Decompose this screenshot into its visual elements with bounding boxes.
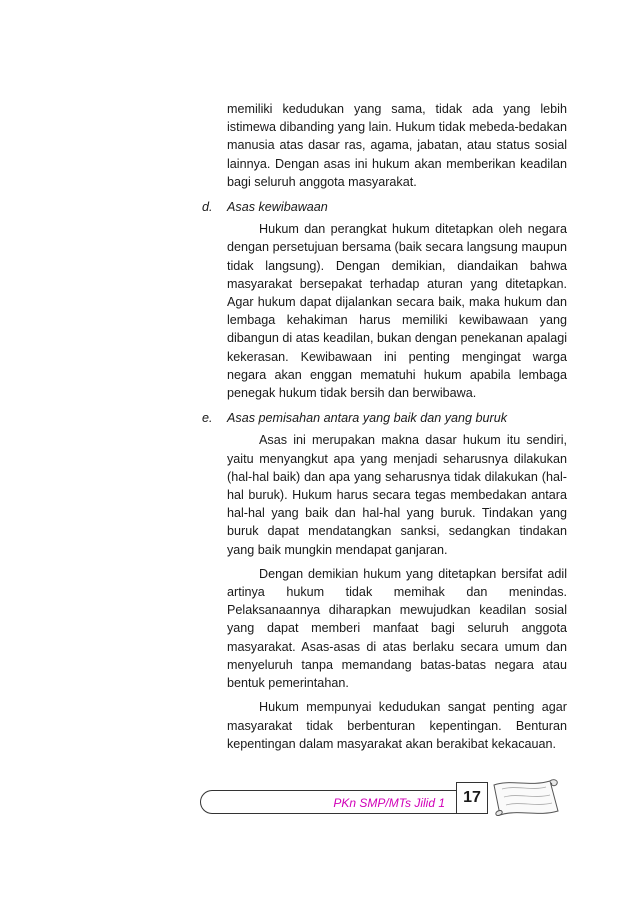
footer-book-title: PKn SMP/MTs Jilid 1 [333,796,445,810]
page-content [202,100,567,753]
section-d-title: Asas kewibawaan [227,200,328,215]
section-e-paragraph-3: Hukum mempunyai kedudukan sangat penting agar masyarakat tidak berbenturan kepentingan. Benturan kepentingan dalam masyarakat akan berakibat kekacauan. [227,700,567,751]
page-number: 17 [456,782,488,814]
section-d-letter: d. [202,200,213,215]
section-e-title: Asas pemisahan antara yang baik dan yang buruk [227,411,508,426]
section-e-paragraph-1: Asas ini merupakan makna dasar hukum itu sendiri, yaitu menyangkut apa yang menjadi seharusnya dilakukan (hal-hal baik) dan apa yang seharusnya tidak dilakukan (hal-hal buruk). Hukum harus secara tegas membedakan antara hal-hal yang baik dan hal-hal yang buruk. Tindakan yang buruk dapat mendatangkan sanksi, sedangkan tindakan yang baik mungkin mendapat ganjaran. [227,433,567,557]
section-e-letter: e. [202,411,213,426]
section-d-heading [202,198,567,216]
scroll-paper-icon [488,775,568,825]
section-e-paragraph-2: Dengan demikian hukum yang ditetapkan bersifat adil artinya hukum tidak memihak dan menindas. Pelaksanaannya diharapkan mewujudkan keadilan sosial yang dapat memberi manfaat bagi seluruh anggota masyarakat. Asas-asas di atas berlaku secara umum dan menyeluruh tanpa memandang batas-batas negara atau bentuk pemerintahan. [227,566,567,691]
section-d-paragraph: Hukum dan perangkat hukum ditetapkan oleh negara dengan persetujuan bersama (baik secara langsung maupun tidak langsung). Dengan demikian, diandaikan bahwa masyarakat bersepakat terhadap aturan yang ditetapkan. Agar hukum dapat dijalankan secara baik, maka hukum dan lembaga kehakiman harus memiliki kewibawaan yang dibangun di atas keadilan, bukan dengan penekanan apalagi kekerasan. Kewibawaan ini penting mengingat warga negara akan enggan mematuhi hukum apabila lembaga penegak hukum tidak bersih dan berwibawa. [227,222,567,401]
section-e-heading [202,409,567,427]
intro-paragraph: memiliki kedudukan yang sama, tidak ada yang lebih istimewa dibanding yang lain. Hukum tidak mebeda-bedakan manusia atas dasar ras, agama, jabatan, atau status sosial lainnya. Dengan asas ini hukum akan memberikan keadilan bagi seluruh anggota masyarakat. [227,102,567,189]
